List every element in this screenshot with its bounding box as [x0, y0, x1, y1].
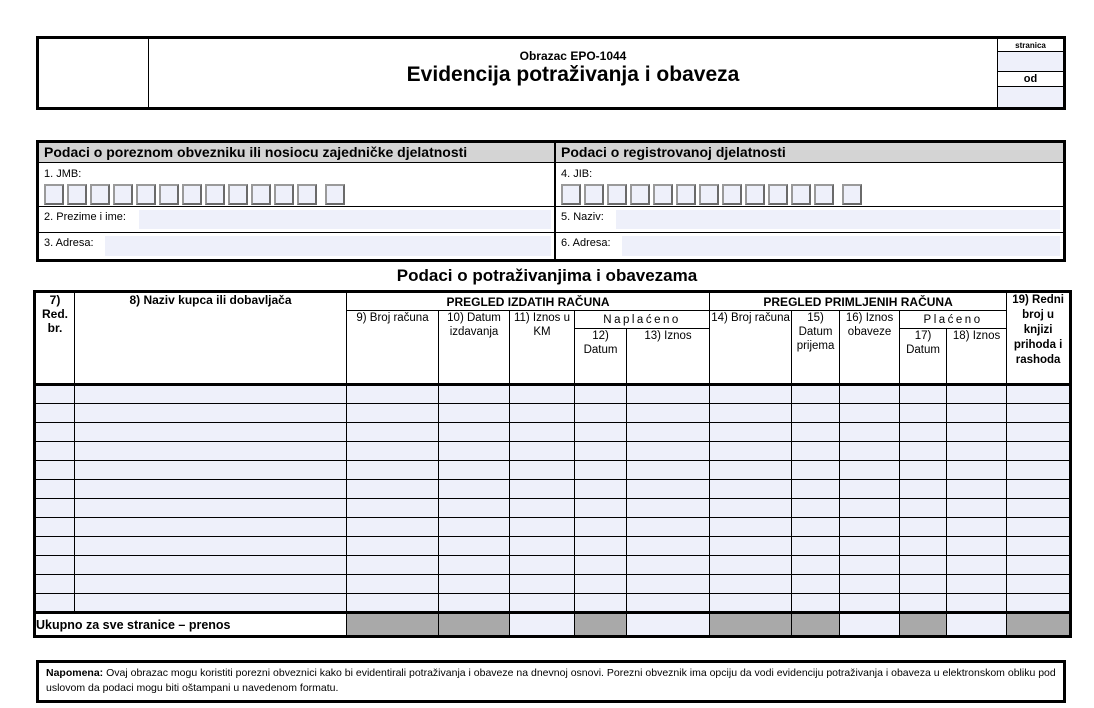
jmb-digit-box[interactable]	[67, 184, 87, 205]
table-cell[interactable]	[1007, 556, 1071, 575]
table-cell[interactable]	[710, 423, 792, 442]
note-label: Napomena:	[46, 667, 104, 679]
table-cell[interactable]	[35, 385, 75, 404]
table-cell[interactable]	[75, 404, 347, 423]
taxpayer-left-heading: Podaci o poreznom obvezniku ili nosiocu zajedničke djelatnosti	[39, 143, 554, 163]
total-cell-blocked	[439, 613, 510, 637]
table-cell[interactable]	[575, 480, 627, 499]
col-broj-racuna2-header: 14) Broj računa	[710, 311, 792, 385]
table-cell[interactable]	[947, 556, 1007, 575]
prezime-input[interactable]	[139, 210, 551, 229]
table-title: Podaci o potraživanjima i obavezama	[396, 266, 698, 285]
table-cell[interactable]	[510, 442, 575, 461]
table-cell[interactable]	[1007, 499, 1071, 518]
jmb-digit-box[interactable]	[44, 184, 64, 205]
jib-digit-box[interactable]	[561, 184, 581, 205]
group-issued-header: PREGLED IZDATIH RAČUNA	[347, 292, 710, 311]
table-cell[interactable]	[35, 442, 75, 461]
table-cell[interactable]	[575, 385, 627, 404]
table-cell[interactable]	[947, 461, 1007, 480]
table-cell[interactable]	[575, 575, 627, 594]
table-row	[35, 461, 1071, 480]
jib-row	[556, 163, 1063, 207]
table-row	[35, 537, 1071, 556]
table-cell[interactable]	[947, 423, 1007, 442]
table-cell[interactable]	[347, 499, 439, 518]
table-cell[interactable]	[347, 537, 439, 556]
table-cell[interactable]	[1007, 404, 1071, 423]
table-cell[interactable]	[710, 404, 792, 423]
table-cell[interactable]	[35, 461, 75, 480]
table-cell[interactable]	[439, 480, 510, 499]
table-cell[interactable]	[510, 499, 575, 518]
jmb-digit-box[interactable]	[205, 184, 225, 205]
table-cell[interactable]	[792, 594, 840, 613]
table-cell[interactable]	[792, 423, 840, 442]
table-cell[interactable]	[575, 556, 627, 575]
table-cell[interactable]	[627, 556, 710, 575]
table-row	[35, 404, 1071, 423]
jmb-digit-box[interactable]	[297, 184, 317, 205]
table-cell[interactable]	[627, 385, 710, 404]
table-cell[interactable]	[840, 480, 900, 499]
table-cell[interactable]	[840, 594, 900, 613]
table-cell[interactable]	[510, 518, 575, 537]
table-cell[interactable]	[510, 575, 575, 594]
table-cell[interactable]	[75, 499, 347, 518]
table-cell[interactable]	[627, 499, 710, 518]
jmb-digit-box[interactable]	[90, 184, 110, 205]
table-cell[interactable]	[947, 518, 1007, 537]
table-cell[interactable]	[1007, 461, 1071, 480]
naziv-label: 5. Naziv:	[561, 210, 610, 224]
table-cell[interactable]	[792, 499, 840, 518]
col-red-br-header: 7) Red. br.	[35, 292, 75, 385]
table-cell[interactable]	[439, 537, 510, 556]
table-cell[interactable]	[439, 556, 510, 575]
col-datum-izdavanja-header: 10) Datum izdavanja	[439, 311, 510, 385]
table-cell[interactable]	[947, 499, 1007, 518]
table-cell[interactable]	[710, 594, 792, 613]
table-cell[interactable]	[347, 575, 439, 594]
total-row-label: Ukupno za sve stranice – prenos	[35, 613, 347, 637]
adresa2-row	[556, 233, 1063, 259]
jmb-digit-box[interactable]	[136, 184, 156, 205]
taxpayer-right	[556, 143, 1063, 259]
jib-digit-box[interactable]	[791, 184, 811, 205]
table-cell[interactable]	[792, 518, 840, 537]
jib-digit-box[interactable]	[699, 184, 719, 205]
table-cell[interactable]	[627, 575, 710, 594]
jmb-label: 1. JMB:	[44, 167, 87, 181]
table-row	[35, 575, 1071, 594]
jib-boxes	[561, 184, 1058, 205]
table-cell[interactable]	[1007, 385, 1071, 404]
naziv-input[interactable]	[616, 210, 1060, 229]
table-cell[interactable]	[347, 442, 439, 461]
jmb-digit-box[interactable]	[325, 184, 345, 205]
table-cell[interactable]	[575, 594, 627, 613]
table-cell[interactable]	[900, 404, 947, 423]
table-cell[interactable]	[900, 442, 947, 461]
jib-digit-box[interactable]	[842, 184, 862, 205]
table-cell[interactable]	[900, 594, 947, 613]
table-cell[interactable]	[710, 575, 792, 594]
table-cell[interactable]	[710, 499, 792, 518]
table-cell[interactable]	[35, 575, 75, 594]
col-iznos-obaveze-header: 16) Iznos obaveze	[840, 311, 900, 385]
table-cell[interactable]	[510, 423, 575, 442]
adresa-label: 3. Adresa:	[44, 236, 100, 250]
naziv-row	[556, 207, 1063, 233]
table-cell[interactable]	[792, 575, 840, 594]
table-cell[interactable]	[792, 461, 840, 480]
table-cell[interactable]	[1007, 442, 1071, 461]
table-cell[interactable]	[840, 461, 900, 480]
note-box	[36, 660, 1066, 703]
jmb-digit-box[interactable]	[113, 184, 133, 205]
total-cell-blocked	[900, 613, 947, 637]
table-cell[interactable]	[792, 537, 840, 556]
adresa-row	[39, 233, 554, 259]
table-row	[35, 385, 1071, 404]
table-cell[interactable]	[75, 442, 347, 461]
table-cell[interactable]	[439, 594, 510, 613]
table-cell[interactable]	[947, 537, 1007, 556]
total-cell-blocked	[710, 613, 792, 637]
taxpayer-section	[36, 140, 1066, 262]
table-row	[35, 423, 1071, 442]
table-cell[interactable]	[75, 480, 347, 499]
table-cell[interactable]	[510, 480, 575, 499]
jib-digit-box[interactable]	[676, 184, 696, 205]
table-cell[interactable]	[840, 518, 900, 537]
table-cell[interactable]	[840, 404, 900, 423]
jmb-digit-box[interactable]	[182, 184, 202, 205]
table-cell[interactable]	[439, 518, 510, 537]
table-cell[interactable]	[75, 423, 347, 442]
table-cell[interactable]	[1007, 575, 1071, 594]
jib-digit-box[interactable]	[630, 184, 650, 205]
table-cell[interactable]	[75, 537, 347, 556]
table-cell[interactable]	[439, 499, 510, 518]
jmb-digit-box[interactable]	[274, 184, 294, 205]
table-cell[interactable]	[75, 461, 347, 480]
table-cell[interactable]	[439, 461, 510, 480]
subgroup-naplaceno-header: Naplaćeno	[575, 311, 710, 329]
table-cell[interactable]	[439, 404, 510, 423]
table-cell[interactable]	[900, 556, 947, 575]
adresa2-label: 6. Adresa:	[561, 236, 617, 250]
form-title: Evidencija potraživanja i obaveza	[406, 63, 740, 87]
table-cell[interactable]	[792, 480, 840, 499]
table-cell[interactable]	[1007, 518, 1071, 537]
jmb-boxes	[44, 184, 549, 205]
table-cell[interactable]	[710, 442, 792, 461]
table-cell[interactable]	[35, 499, 75, 518]
taxpayer-right-heading: Podaci o registrovanoj djelatnosti	[556, 143, 1063, 163]
total-cell[interactable]	[627, 613, 710, 637]
table-cell[interactable]	[710, 385, 792, 404]
col-redni-broj-header: 19) Redni broj u knjizi prihoda i rashoda	[1007, 292, 1071, 385]
total-cell[interactable]	[840, 613, 900, 637]
table-cell[interactable]	[510, 404, 575, 423]
table-cell[interactable]	[347, 480, 439, 499]
subgroup-placeno-header: Plaćeno	[900, 311, 1007, 329]
table-cell[interactable]	[947, 480, 1007, 499]
prezime-label: 2. Prezime i ime:	[44, 210, 132, 224]
group-received-header: PREGLED PRIMLJENIH RAČUNA	[710, 292, 1007, 311]
page-number-block	[997, 39, 1063, 107]
table-cell[interactable]	[900, 518, 947, 537]
table-cell[interactable]	[947, 385, 1007, 404]
table-cell[interactable]	[627, 480, 710, 499]
table-cell[interactable]	[510, 556, 575, 575]
table-cell[interactable]	[439, 385, 510, 404]
form-code: Obrazac EPO-1044	[519, 49, 627, 63]
col-datum-prijema-header: 15) Datum prijema	[792, 311, 840, 385]
od-label: od	[998, 71, 1063, 87]
records-table	[33, 290, 1072, 638]
header-title-block	[149, 39, 997, 107]
table-cell[interactable]	[947, 575, 1007, 594]
table-cell[interactable]	[347, 423, 439, 442]
table-row	[35, 480, 1071, 499]
table-cell[interactable]	[947, 594, 1007, 613]
table-cell[interactable]	[900, 385, 947, 404]
col-datum-placanja-header: 17) Datum	[900, 329, 947, 385]
jmb-row	[39, 163, 554, 207]
adresa-input[interactable]	[105, 236, 551, 256]
table-cell[interactable]	[510, 385, 575, 404]
table-cell[interactable]	[627, 423, 710, 442]
stranica-input[interactable]	[998, 52, 1063, 71]
col-naziv-header: 8) Naziv kupca ili dobavljača	[75, 292, 347, 385]
table-cell[interactable]	[510, 537, 575, 556]
table-cell[interactable]	[35, 594, 75, 613]
table-cell[interactable]	[900, 537, 947, 556]
table-cell[interactable]	[347, 385, 439, 404]
total-cell-blocked	[347, 613, 439, 637]
table-body	[35, 385, 1071, 613]
table-cell[interactable]	[75, 385, 347, 404]
table-cell[interactable]	[575, 518, 627, 537]
table-cell[interactable]	[575, 423, 627, 442]
total-row	[35, 613, 1071, 637]
table-cell[interactable]	[347, 461, 439, 480]
table-cell[interactable]	[347, 594, 439, 613]
jib-digit-box[interactable]	[768, 184, 788, 205]
table-cell[interactable]	[792, 442, 840, 461]
table-cell[interactable]	[35, 480, 75, 499]
jib-digit-box[interactable]	[814, 184, 834, 205]
table-cell[interactable]	[575, 537, 627, 556]
table-cell[interactable]	[75, 575, 347, 594]
form-header	[36, 36, 1066, 110]
table-cell[interactable]	[439, 575, 510, 594]
table-cell[interactable]	[35, 404, 75, 423]
table-cell[interactable]	[710, 518, 792, 537]
table-cell[interactable]	[75, 594, 347, 613]
table-cell[interactable]	[347, 404, 439, 423]
total-cell-blocked	[575, 613, 627, 637]
table-cell[interactable]	[710, 556, 792, 575]
jib-label: 4. JIB:	[561, 167, 598, 181]
table-cell[interactable]	[710, 537, 792, 556]
col-iznos-km-header: 11) Iznos u KM	[510, 311, 575, 385]
table-cell[interactable]	[900, 423, 947, 442]
table-cell[interactable]	[947, 442, 1007, 461]
jmb-digit-box[interactable]	[228, 184, 248, 205]
table-cell[interactable]	[627, 537, 710, 556]
table-row	[35, 594, 1071, 613]
table-cell[interactable]	[575, 499, 627, 518]
table-cell[interactable]	[510, 594, 575, 613]
adresa2-input[interactable]	[622, 236, 1060, 256]
jmb-digit-box[interactable]	[159, 184, 179, 205]
table-cell[interactable]	[900, 461, 947, 480]
col-broj-racuna-header: 9) Broj računa	[347, 311, 439, 385]
jib-digit-box[interactable]	[745, 184, 765, 205]
table-row	[35, 442, 1071, 461]
table-cell[interactable]	[792, 404, 840, 423]
table-row	[35, 499, 1071, 518]
jib-digit-box[interactable]	[653, 184, 673, 205]
table-cell[interactable]	[347, 518, 439, 537]
header-logo-cell	[39, 39, 149, 107]
table-cell[interactable]	[840, 499, 900, 518]
table-row	[35, 518, 1071, 537]
jmb-digit-box[interactable]	[251, 184, 271, 205]
jib-digit-box[interactable]	[584, 184, 604, 205]
table-cell[interactable]	[575, 442, 627, 461]
table-cell[interactable]	[840, 537, 900, 556]
total-cell[interactable]	[510, 613, 575, 637]
table-cell[interactable]	[900, 575, 947, 594]
col-datum-naplate-header: 12) Datum	[575, 329, 627, 385]
col-iznos-placanja-header: 18) Iznos	[947, 329, 1007, 385]
table-cell[interactable]	[35, 518, 75, 537]
table-cell[interactable]	[627, 404, 710, 423]
table-cell[interactable]	[1007, 480, 1071, 499]
jib-digit-box[interactable]	[722, 184, 742, 205]
table-cell[interactable]	[1007, 423, 1071, 442]
table-cell[interactable]	[75, 556, 347, 575]
total-cell-blocked	[792, 613, 840, 637]
table-cell[interactable]	[575, 461, 627, 480]
table-cell[interactable]	[75, 518, 347, 537]
table-row	[35, 556, 1071, 575]
table-cell[interactable]	[947, 404, 1007, 423]
table-cell[interactable]	[35, 556, 75, 575]
table-cell[interactable]	[347, 556, 439, 575]
table-cell[interactable]	[792, 385, 840, 404]
note-text: Ovaj obrazac mogu koristiti porezni obveznici kako bi evidentirali potraživanja i obaveze na dnevnoj osnovi. Porezni obveznik ima opciju da vodi evidenciju potraživanja i obaveza u elektronskom obliku pod uslovom da podaci mogu biti oštampani u navedenom formatu.	[46, 667, 1056, 694]
table-cell[interactable]	[840, 442, 900, 461]
taxpayer-left	[39, 143, 556, 259]
table-cell[interactable]	[439, 423, 510, 442]
jib-digit-box[interactable]	[607, 184, 627, 205]
table-cell[interactable]	[510, 461, 575, 480]
table-cell[interactable]	[840, 385, 900, 404]
table-cell[interactable]	[900, 499, 947, 518]
table-cell[interactable]	[627, 594, 710, 613]
table-cell[interactable]	[439, 442, 510, 461]
table-cell[interactable]	[840, 575, 900, 594]
table-cell[interactable]	[1007, 537, 1071, 556]
table-cell[interactable]	[575, 404, 627, 423]
table-cell[interactable]	[35, 423, 75, 442]
table-cell[interactable]	[35, 537, 75, 556]
table-cell[interactable]	[792, 556, 840, 575]
total-cell-blocked	[1007, 613, 1071, 637]
table-cell[interactable]	[710, 480, 792, 499]
total-cell[interactable]	[947, 613, 1007, 637]
table-cell[interactable]	[840, 556, 900, 575]
od-input[interactable]	[998, 87, 1063, 107]
table-cell[interactable]	[627, 518, 710, 537]
table-cell[interactable]	[627, 442, 710, 461]
table-cell[interactable]	[627, 461, 710, 480]
table-header	[35, 292, 1071, 385]
table-cell[interactable]	[840, 423, 900, 442]
col-iznos-naplate-header: 13) Iznos	[627, 329, 710, 385]
prezime-row	[39, 207, 554, 233]
table-cell[interactable]	[1007, 594, 1071, 613]
table-cell[interactable]	[710, 461, 792, 480]
stranica-label: stranica	[998, 39, 1063, 52]
table-cell[interactable]	[900, 480, 947, 499]
